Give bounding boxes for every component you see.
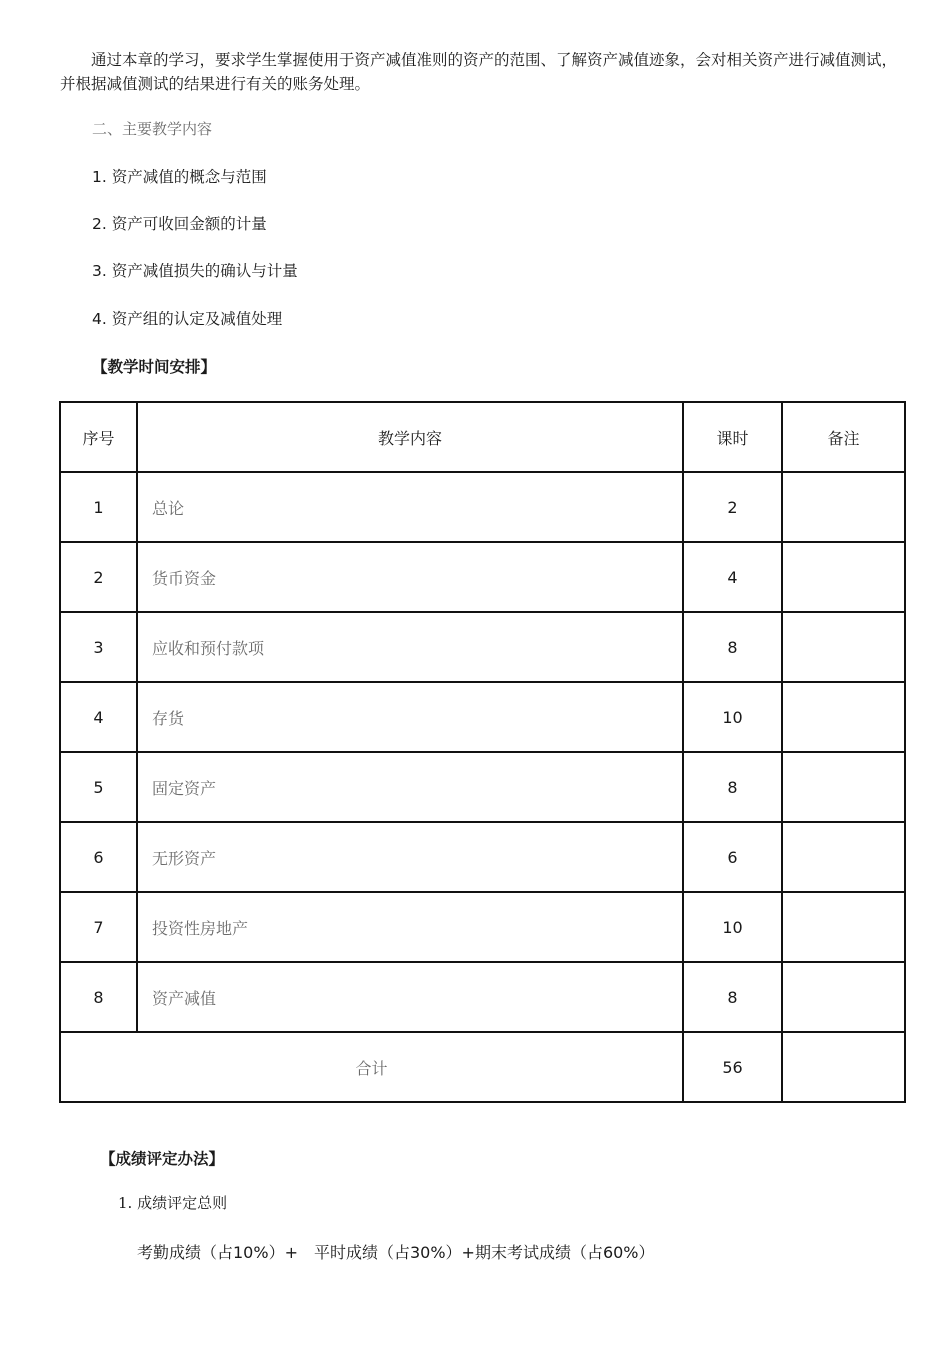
row-content: 总论: [137, 472, 683, 542]
total-label: 合计: [60, 1032, 683, 1102]
row-hours: 8: [683, 752, 782, 822]
table-total-row: [60, 1032, 905, 1102]
row-note: [782, 612, 905, 682]
row-no: 6: [60, 822, 137, 892]
header-no: 序号: [60, 402, 137, 472]
row-content: 存货: [137, 682, 683, 752]
row-no: 5: [60, 752, 137, 822]
row-no: 1: [60, 472, 137, 542]
grading-formula: 考勤成绩（占10%）+ 平时成绩（占30%）+期末考试成绩（占60%）: [137, 1243, 655, 1262]
row-note: [782, 752, 905, 822]
row-no: 8: [60, 962, 137, 1032]
row-hours: 6: [683, 822, 782, 892]
table-row: [60, 822, 905, 892]
content-item-4: 4. 资产组的认定及减值处理: [92, 310, 283, 328]
row-no: 4: [60, 682, 137, 752]
row-hours: 4: [683, 542, 782, 612]
schedule-heading: 【教学时间安排】: [92, 358, 217, 376]
header-hours: 课时: [683, 402, 782, 472]
row-content: 货币资金: [137, 542, 683, 612]
content-item-2: 2. 资产可收回金额的计量: [92, 215, 267, 233]
row-content: 投资性房地产: [137, 892, 683, 962]
row-note: [782, 822, 905, 892]
header-content: 教学内容: [137, 402, 683, 472]
grading-rule-title: 1. 成绩评定总则: [118, 1194, 228, 1212]
table-row: [60, 892, 905, 962]
row-no: 2: [60, 542, 137, 612]
section-title: 二、主要教学内容: [92, 120, 213, 138]
row-note: [782, 542, 905, 612]
table-header-row: [60, 402, 905, 472]
row-no: 7: [60, 892, 137, 962]
schedule-table: [59, 401, 906, 1103]
row-content: 资产减值: [137, 962, 683, 1032]
row-content: 固定资产: [137, 752, 683, 822]
row-content: 应收和预付款项: [137, 612, 683, 682]
row-hours: 2: [683, 472, 782, 542]
row-hours: 8: [683, 962, 782, 1032]
row-no: 3: [60, 612, 137, 682]
row-hours: 8: [683, 612, 782, 682]
table-row: [60, 542, 905, 612]
row-note: [782, 892, 905, 962]
content-item-3: 3. 资产减值损失的确认与计量: [92, 262, 298, 280]
row-note: [782, 472, 905, 542]
row-note: [782, 962, 905, 1032]
row-content: 无形资产: [137, 822, 683, 892]
row-note: [782, 682, 905, 752]
content-item-1: 1. 资产减值的概念与范围: [92, 168, 267, 186]
table-row: [60, 612, 905, 682]
table-row: [60, 472, 905, 542]
intro-paragraph: 通过本章的学习，要求学生掌握使用于资产减值准则的资产的范围、了解资产减值迹象，会对相关资产进行减值测试，并根据减值测试的结果进行有关的账务处理。: [60, 51, 898, 93]
total-note: [782, 1032, 905, 1102]
row-hours: 10: [683, 682, 782, 752]
header-note: 备注: [782, 402, 905, 472]
row-hours: 10: [683, 892, 782, 962]
table-row: [60, 682, 905, 752]
table-row: [60, 962, 905, 1032]
total-hours: 56: [683, 1032, 782, 1102]
table-row: [60, 752, 905, 822]
grading-heading: 【成绩评定办法】: [100, 1150, 225, 1168]
